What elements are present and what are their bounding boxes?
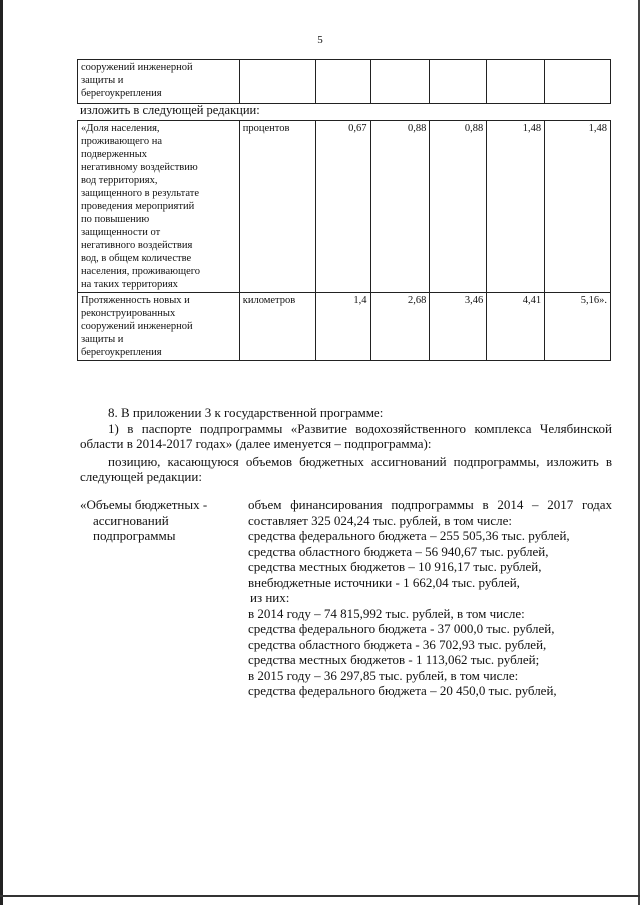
value-cell: 1,48 — [545, 121, 611, 293]
value-cell: 2,68 — [370, 293, 430, 361]
passport-line: в 2015 году – 36 297,85 тыс. рублей, в том числе: — [248, 667, 519, 683]
cell-line: берегоукрепления — [81, 347, 162, 358]
cell-line: сооружений инженерной — [81, 62, 193, 73]
cell-line: вод, в общем количестве — [81, 253, 192, 264]
value-cell: 5,16». — [545, 293, 611, 361]
indicator-name-cell — [78, 293, 240, 361]
value-cell — [430, 60, 487, 104]
table-continuation — [77, 59, 611, 104]
value-cell: 0,88 — [370, 121, 430, 293]
value-cell: 1,4 — [315, 293, 370, 361]
unit-cell — [239, 60, 315, 104]
unit-cell: километров — [239, 293, 315, 361]
scan-edge-left — [0, 0, 3, 905]
scan-edge-bottom — [0, 895, 640, 897]
cell-line: проведения мероприятий — [81, 201, 195, 212]
passport-line: средства федерального бюджета - 37 000,0 тыс. рублей, — [248, 621, 555, 636]
cell-line: негативного воздействия — [81, 240, 193, 251]
table-row — [78, 60, 611, 104]
cell-line: Протяженность новых и — [81, 295, 190, 306]
cell-line: населения, проживающего — [81, 266, 201, 277]
passport-label-line: «Объемы бюджетных - — [80, 497, 208, 512]
cell-line: сооружений инженерной — [81, 321, 193, 332]
table-indicators — [77, 120, 611, 361]
paragraph-item-8-1: 1) в паспорте подпрограммы «Развитие водохозяйственного комплекса Челябинской области в 2014-2017 годах» (далее именуется – подпрограмма): — [80, 421, 612, 451]
passport-content — [248, 497, 612, 699]
value-cell: 4,41 — [487, 293, 545, 361]
passport-line: объем финансирования подпрограммы в 2014 – 2017 годах составляет 325 024,24 тыс. рублей, в том числе: — [248, 497, 612, 528]
cell-line: негативному воздействию — [81, 162, 198, 173]
cell-line: вод территориях, — [81, 175, 158, 186]
passport-line: средства местных бюджетов – 10 916,17 тыс. рублей, — [248, 559, 542, 574]
passport-label — [80, 497, 245, 544]
passport-line: средства областного бюджета – 56 940,67 тыс. рублей, — [248, 543, 549, 559]
page-number: 5 — [317, 34, 323, 46]
cell-line: защиты и — [81, 334, 124, 345]
value-cell: 0,67 — [315, 121, 370, 293]
cell-line: берегоукрепления — [81, 88, 162, 99]
cell-line: реконструированных — [81, 308, 176, 319]
unit-cell: процентов — [239, 121, 315, 293]
cell-line: защиты и — [81, 75, 124, 86]
cell-line: подверженных — [81, 149, 148, 160]
indicator-name-cell — [78, 121, 240, 293]
value-cell: 3,46 — [430, 293, 487, 361]
passport-line: в 2014 году – 74 815,992 тыс. рублей, в том числе: — [248, 605, 525, 621]
cell-line: защищенного в результате — [81, 188, 199, 199]
cell-line: на таких территориях — [81, 279, 178, 290]
passport-line: внебюджетные источники - 1 662,04 тыс. рублей, — [248, 574, 520, 590]
passport-line: средства федерального бюджета – 255 505,36 тыс. рублей, — [248, 528, 570, 543]
table-row — [78, 293, 611, 361]
indicator-name-cell — [78, 60, 240, 104]
value-cell — [487, 60, 545, 104]
cell-line: «Доля населения, — [81, 123, 160, 134]
table-row — [78, 121, 611, 293]
value-cell: 1,48 — [487, 121, 545, 293]
passport-line: средства местных бюджетов - 1 113,062 тыс. рублей; — [248, 652, 540, 667]
passport-label-line: ассигнований — [93, 512, 169, 528]
value-cell — [545, 60, 611, 104]
paragraph-position: позицию, касающуюся объемов бюджетных ассигнований подпрограммы, изложить в следующей редакции: — [80, 454, 612, 484]
passport-label-line: подпрограммы — [93, 528, 176, 543]
passport-line: средства областного бюджета - 36 702,93 тыс. рублей, — [248, 636, 547, 652]
value-cell — [370, 60, 430, 104]
cell-line: по повышению — [81, 214, 150, 225]
passport-line: из них: — [250, 590, 290, 605]
cell-line: проживающего на — [81, 136, 163, 147]
passport-line: средства федерального бюджета – 20 450,0 тыс. рублей, — [248, 683, 557, 698]
value-cell — [315, 60, 370, 104]
value-cell: 0,88 — [430, 121, 487, 293]
cell-line: защищенности от — [81, 227, 161, 238]
paragraph-item-8: 8. В приложении 3 к государственной программе: — [108, 405, 384, 420]
redaction-label: изложить в следующей редакции: — [80, 103, 260, 117]
